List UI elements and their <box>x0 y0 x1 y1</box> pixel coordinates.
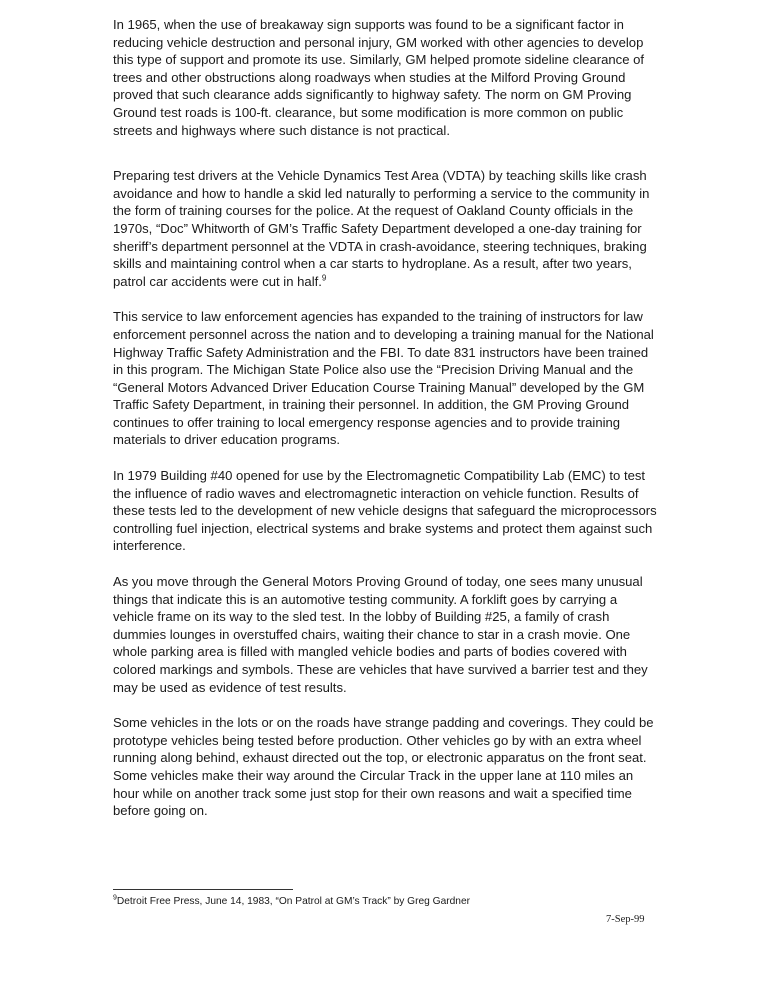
footnote-number: 9 <box>113 894 117 902</box>
footnote-divider <box>113 889 293 890</box>
paragraph-breakaway-signs <box>113 16 658 139</box>
paragraph-text: Some vehicles in the lots or on the roads have strange padding and coverings. They could be prototype vehicles being tested before production. Other vehicles go by with an extra wheel running along behind, exhaust directed out the top, or electronic apparatus on the front seat. Some vehicles make their way around the Circular Track in the upper lane at 110 miles an hour while on another track some just stop for their own reasons and wait a specified time before going on. <box>113 715 654 819</box>
paragraph-vdta-training <box>113 167 658 290</box>
paragraph-text: As you move through the General Motors Proving Ground of today, one sees many unusual things that indicate this is an automotive testing community. A forklift goes by carrying a vehicle frame on its way to the sled test. In the lobby of Building #25, a family of crash dummies lounges in overstuffed chairs, waiting their chance to star in a crash movie. One whole parking area is filled with mangled vehicle bodies and parts of bodies covered with colored markings and symbols. These are vehicles that have survived a barrier test and they may be used as evidence of test results. <box>113 574 648 695</box>
paragraph-text: This service to law enforcement agencies has expanded to the training of instructors for law enforcement personnel across the nation and to developing a training manual for the National Highway Traffic Safety Administration and the FBI. To date 831 instructors have been trained in this program. The Michigan State Police also use the “Precision Driving Manual and the “General Motors Advanced Driver Education Course Training Manual” developed by the GM Traffic Safety Department, in training their personnel. In addition, the GM Proving Ground continues to offer training to local emergency response agencies and to provide training materials to driver education programs. <box>113 309 654 448</box>
body-text <box>113 16 658 820</box>
page-date: 7-Sep-99 <box>606 914 645 925</box>
footnote-reference: 9 <box>321 273 327 283</box>
paragraph-proving-ground-today <box>113 573 658 696</box>
paragraph-text: In 1979 Building #40 opened for use by the Electromagnetic Compatibility Lab (EMC) to test the influence of radio waves and electromagnetic interaction on vehicle function. Results of these tests led to the development of new vehicle designs that safeguard the microprocessors controlling fuel injection, electrical systems and brake systems and protect them against such interference. <box>113 468 657 554</box>
footnote-text: Detroit Free Press, June 14, 1983, “On Patrol at GM’s Track” by Greg Gardner <box>116 896 471 907</box>
paragraph-text: Preparing test drivers at the Vehicle Dynamics Test Area (VDTA) by teaching skills like crash avoidance and how to handle a skid led naturally to performing a service to the community in the form of training courses for the police. At the request of Oakland County officials in the 1970s, “Doc” Whitworth of GM’s Traffic Safety Department developed a one-day training for sheriff’s department personnel at the VDTA in crash-avoidance, steering techniques, braking skills and maintaining control when a car starts to hydroplane. As a result, after two years, patrol car accidents were cut in half. <box>113 168 650 289</box>
paragraph-text: In 1965, when the use of breakaway sign supports was found to be a significant factor in reducing vehicle destruction and personal injury, GM worked with other agencies to develop this type of support and promote its use. Similarly, GM helped promote sideline clearance of trees and other obstructions along roadways when studies at the Milford Proving Ground proved that such clearance adds significantly to highway safety. The norm on GM Proving Ground test roads is 100-ft. clearance, but some modification is more common on public streets and highways where such distance is not practical. <box>113 17 645 138</box>
footnote <box>113 895 470 908</box>
paragraph-prototype-vehicles <box>113 714 658 820</box>
paragraph-emc-lab <box>113 467 658 555</box>
paragraph-law-enforcement <box>113 308 658 449</box>
